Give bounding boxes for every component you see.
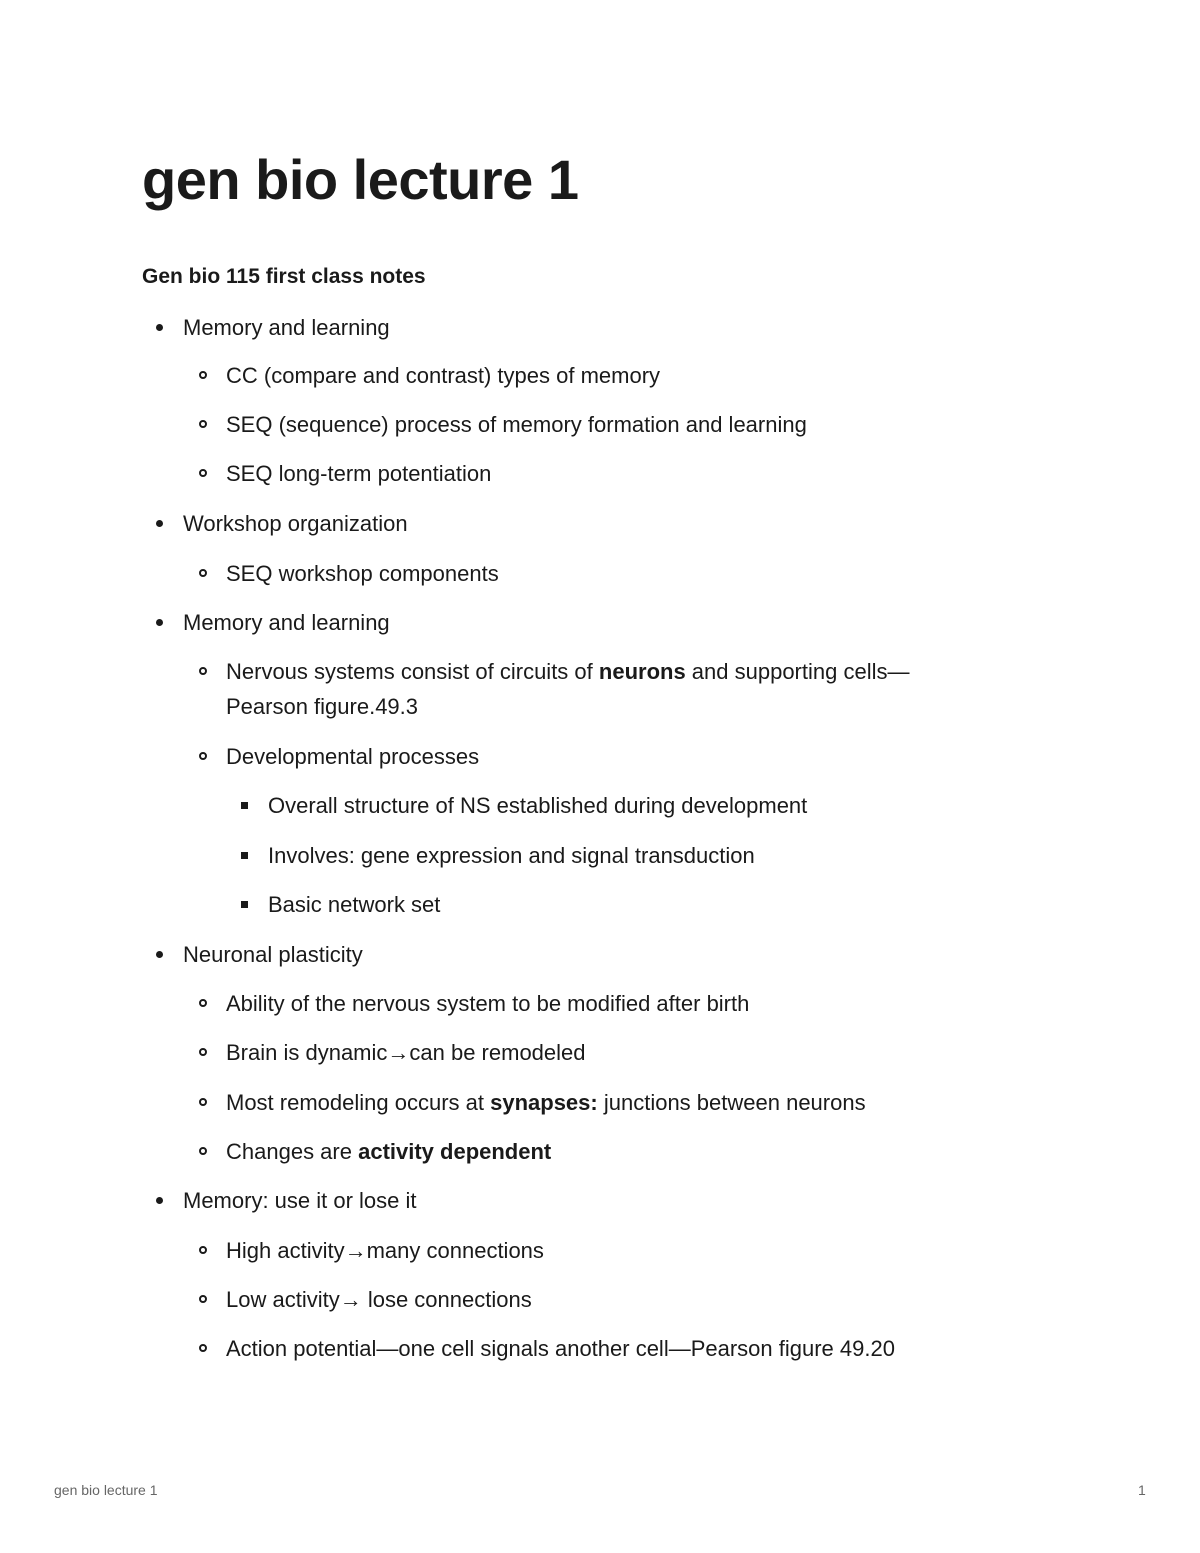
list-item: Basic network set [268, 887, 440, 922]
bullet-icon [199, 1295, 207, 1303]
list-item: Involves: gene expression and signal transduction [268, 838, 755, 873]
list-item: Memory and learning [183, 310, 390, 345]
list-item: Memory and learning [183, 605, 390, 640]
bullet-icon [156, 324, 163, 331]
subtitle: Gen bio 115 first class notes [142, 265, 426, 288]
footer-title: gen bio lecture 1 [54, 1482, 158, 1498]
page-title: gen bio lecture 1 [142, 148, 579, 211]
list-item: Overall structure of NS established during development [268, 788, 807, 823]
list-item: Changes are activity dependent [226, 1134, 551, 1169]
list-item: Ability of the nervous system to be modified after birth [226, 986, 749, 1021]
list-item: CC (compare and contrast) types of memory [226, 358, 660, 393]
list-item: SEQ long-term potentiation [226, 456, 491, 491]
bullet-icon [199, 752, 207, 760]
list-item: Low activity→ lose connections [226, 1282, 532, 1317]
list-item: High activity→many connections [226, 1233, 544, 1268]
bullet-icon [199, 1147, 207, 1155]
list-item: Developmental processes [226, 739, 479, 774]
list-item: SEQ (sequence) process of memory formation and learning [226, 407, 807, 442]
list-item: Most remodeling occurs at synapses: junctions between neurons [226, 1085, 866, 1120]
bullet-icon [241, 901, 248, 908]
bullet-icon [199, 569, 207, 577]
bullet-icon [199, 1098, 207, 1106]
bullet-icon [199, 469, 207, 477]
bullet-icon [156, 520, 163, 527]
list-item: SEQ workshop components [226, 556, 499, 591]
page-number: 1 [1138, 1482, 1146, 1498]
list-item: Action potential—one cell signals another cell—Pearson figure 49.20 [226, 1331, 895, 1366]
list-item: Workshop organization [183, 506, 408, 541]
bullet-icon [241, 852, 248, 859]
bullet-icon [199, 1246, 207, 1254]
bullet-icon [199, 420, 207, 428]
list-item: Nervous systems consist of circuits of neurons and supporting cells— Pearson figure.49.3 [226, 654, 909, 724]
bullet-icon [199, 371, 207, 379]
bullet-icon [241, 802, 248, 809]
bullet-icon [156, 619, 163, 626]
bullet-icon [199, 667, 207, 675]
bullet-icon [156, 951, 163, 958]
bullet-icon [199, 1048, 207, 1056]
bullet-icon [199, 1344, 207, 1352]
list-item: Brain is dynamic→can be remodeled [226, 1035, 586, 1070]
bullet-icon [199, 999, 207, 1007]
list-item: Memory: use it or lose it [183, 1183, 417, 1218]
list-item: Neuronal plasticity [183, 937, 363, 972]
bullet-icon [156, 1197, 163, 1204]
